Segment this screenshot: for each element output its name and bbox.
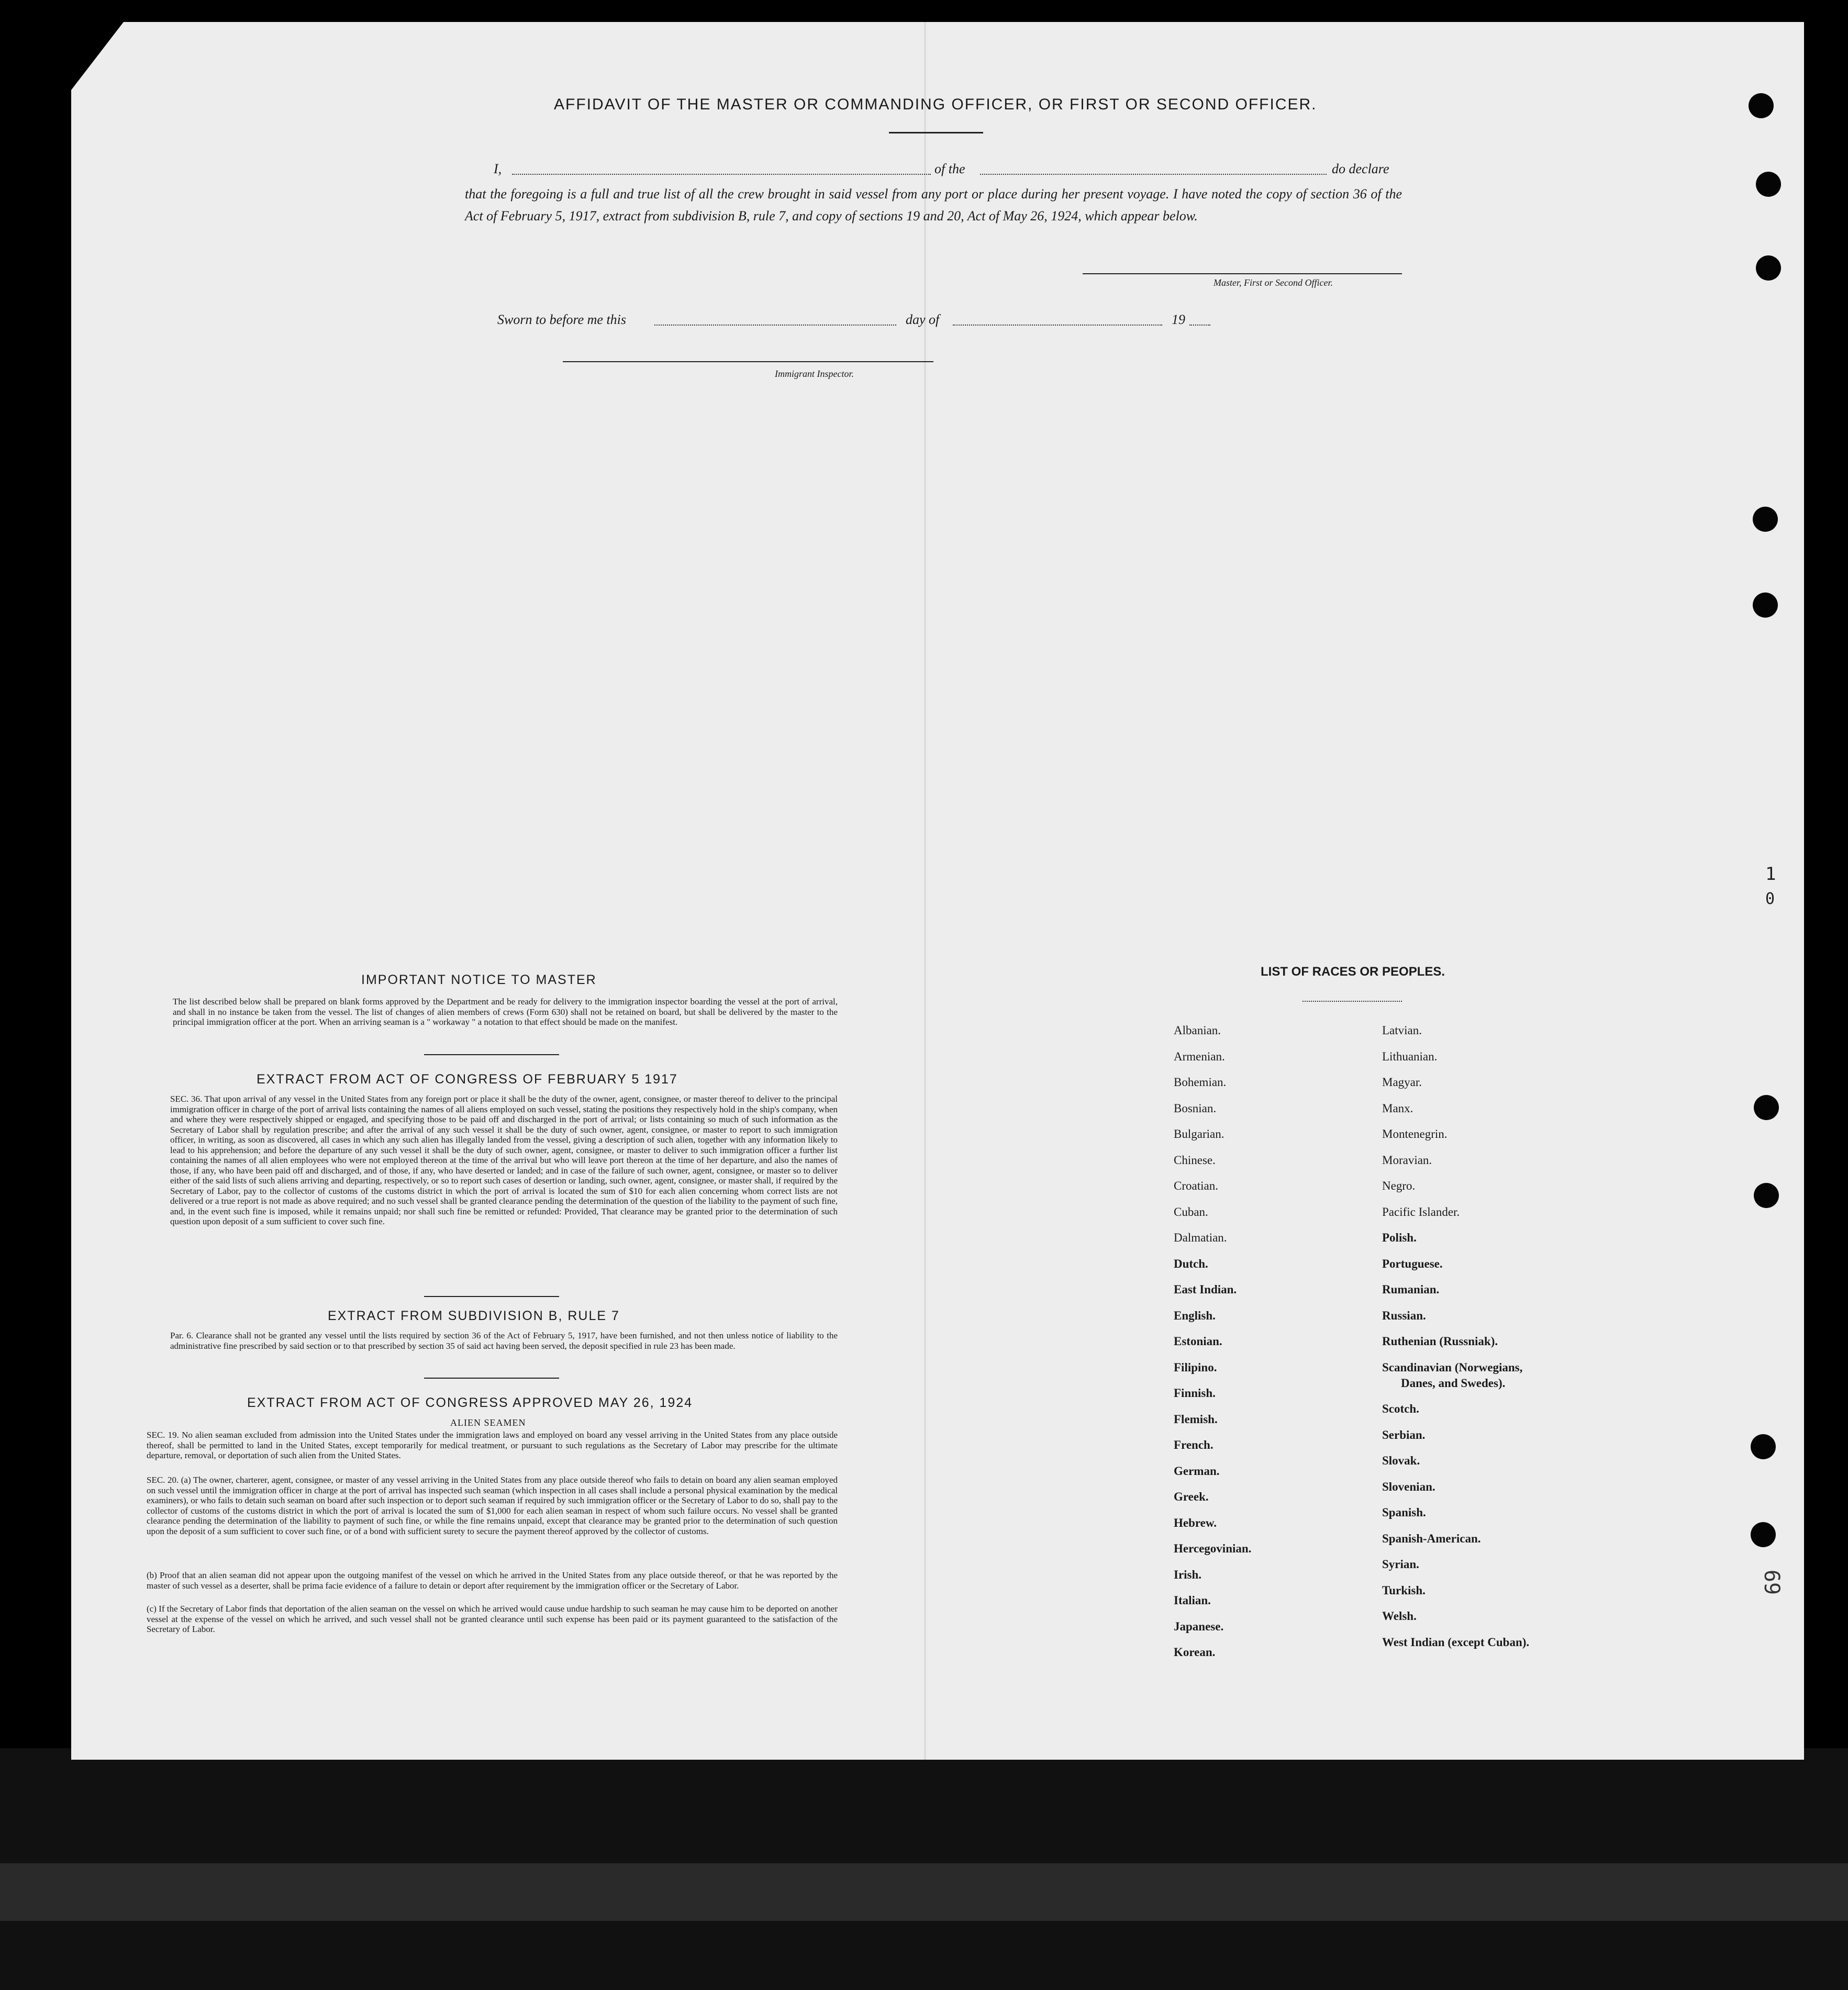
race-item-left: English. (1174, 1309, 1216, 1322)
race-item-left: Cuban. (1174, 1205, 1208, 1218)
race-item-right: Moravian. (1382, 1153, 1432, 1167)
title-underline (889, 132, 983, 133)
race-item-left: Japanese. (1174, 1619, 1224, 1633)
binder-hole (1756, 255, 1781, 281)
races-divider (1302, 1001, 1402, 1002)
inspector-line (563, 361, 933, 362)
edge-mark: 69 (1760, 1569, 1784, 1595)
sworn-year-blank (1189, 325, 1210, 326)
race-item-right: Pacific Islander. (1382, 1205, 1460, 1218)
declaration-do-declare: do declare (1332, 161, 1389, 176)
race-item-right: Spanish-American. (1382, 1531, 1481, 1545)
edge-mark: 0 (1765, 890, 1775, 908)
sworn-prefix: Sworn to before me this (497, 312, 627, 327)
race-item-right: Russian. (1382, 1309, 1426, 1322)
race-item-right: Montenegrin. (1382, 1127, 1448, 1141)
race-item-left: East Indian. (1174, 1283, 1237, 1296)
race-item-right: Syrian. (1382, 1558, 1419, 1571)
scan-film-strip (0, 1863, 1848, 1921)
binder-hole (1754, 1095, 1779, 1120)
vessel-blank-line (980, 174, 1327, 175)
race-item-left: Finnish. (1174, 1387, 1216, 1400)
binder-hole (1749, 93, 1774, 118)
race-item-right: Manx. (1382, 1101, 1413, 1115)
notice-text: The list described below shall be prepared on blank forms approved by the Department and be ready for delivery to the immigration inspector boarding the vessel at the port of arrival, and shall in no instance be taken from the vessel. The list of changes of alien members of crews (Form 630) shall not be retained on board, but shall be delivered by the master to the principal immigration officer at the port. When an arriving seaman is a " workaway " a notation to that effect should be made on the manifest. (173, 997, 838, 1027)
race-item-right: Serbian. (1382, 1428, 1426, 1441)
binder-hole (1751, 1434, 1776, 1459)
section-divider (424, 1054, 559, 1055)
extract-1917-heading: EXTRACT FROM ACT OF CONGRESS OF FEBRUARY 5 1917 (257, 1072, 678, 1087)
race-item-left: Dutch. (1174, 1257, 1208, 1270)
name-blank-line (512, 174, 931, 175)
binder-hole (1753, 592, 1778, 618)
sec-19-text: SEC. 19. No alien seaman excluded from admission into the United States under the immigration laws and employed on board any vessel arriving in the United States from any place outside thereof, shall be permitted to land in the United States, except temporarily for medical treatment, or pursuant to such regulations as the Secretary of Labor may prescribe for the ultimate departure, removal, or deportation of such alien from the United States. (147, 1430, 838, 1460)
extract-1924-heading: EXTRACT FROM ACT OF CONGRESS APPROVED MAY 26, 1924 (247, 1395, 693, 1410)
race-item-left: Irish. (1174, 1568, 1202, 1581)
page-crease (924, 22, 926, 1760)
race-item-right: Ruthenian (Russniak). (1382, 1335, 1498, 1348)
race-item-right: Scandinavian (Norwegians, (1382, 1360, 1523, 1374)
race-item-right: Portuguese. (1382, 1257, 1443, 1270)
race-item-right: Welsh. (1382, 1609, 1417, 1623)
sworn-month-blank (953, 325, 1162, 326)
race-item-right: West Indian (except Cuban). (1382, 1635, 1530, 1649)
race-item-right: Scotch. (1382, 1402, 1419, 1415)
race-item-left: Estonian. (1174, 1335, 1222, 1348)
race-item-right: Rumanian. (1382, 1283, 1440, 1296)
race-item-left: Hebrew. (1174, 1516, 1217, 1529)
race-item-right: Polish. (1382, 1231, 1417, 1244)
race-item-right: Negro. (1382, 1179, 1416, 1192)
race-item-left: Bohemian. (1174, 1076, 1227, 1089)
signature-line (1083, 273, 1402, 274)
binder-hole (1751, 1522, 1776, 1547)
section-divider (424, 1296, 559, 1297)
sworn-day-blank (654, 325, 896, 326)
race-item-left: Dalmatian. (1174, 1231, 1227, 1244)
race-item-right: Lithuanian. (1382, 1049, 1438, 1063)
sworn-day-of: day of (906, 312, 940, 327)
declaration-of-the: of the (934, 161, 965, 176)
page-title: AFFIDAVIT OF THE MASTER OR COMMANDING OFFICER, OR FIRST OR SECOND OFFICER. (554, 96, 1317, 113)
race-item-left: Korean. (1174, 1646, 1216, 1659)
signature-label: Master, First or Second Officer. (1214, 277, 1333, 288)
binder-hole (1754, 1183, 1779, 1208)
declaration-body: that the foregoing is a full and true list of all the crew brought in said vessel from any port or place during her present voyage. I have noted the copy of section 36 of the Act of February 5, 1917, extract from subdivision B, rule 7, and copy of sections 19 and 20, Act of May 26, 1924, which appear below. (465, 186, 1402, 223)
race-item-right: Magyar. (1382, 1076, 1422, 1089)
sec-20a-text: SEC. 20. (a) The owner, charterer, agent, consignee, or master of any vessel arriving in the United States from any place outside thereof who fails to detain on board any alien seaman employed on such vessel until the immigration officer in charge at the port of arrival has inspected such seaman (which inspection in all cases shall include a personal physical examination by the medical examiners), or who fails to detain such seaman on board after such inspection or to deport such seaman if required by such immigration officer or the Secretary of Labor to do so, shall pay to the collector of customs of the customs district in which the port of arrival is located the sum of $1,000 for each alien seaman in respect of whom such failure occurs. No vessel shall be granted clearance pending the determination of the liability to payment of such fine, or while the fine remains unpaid, except that clearance may be granted prior to the determination of such question upon the deposit of a sum sufficient to cover such fine, or of a bond with sufficient surety to secure the payment thereof approved by the collector of customs. (147, 1475, 838, 1536)
extract-rule7-heading: EXTRACT FROM SUBDIVISION B, RULE 7 (328, 1309, 620, 1323)
race-item-left: Croatian. (1174, 1179, 1218, 1192)
race-item-left: French. (1174, 1438, 1214, 1451)
folded-corner (71, 22, 124, 90)
race-item-right: Latvian. (1382, 1024, 1422, 1037)
sec-20b-text: (b) Proof that an alien seaman did not appear upon the outgoing manifest of the vessel on which he arrived in the United States from any place outside thereof, or that he was reported by the master of such vessel as a deserter, shall be prima facie evidence of a failure to detain or deport after requirement by the immigration officer or the Secretary of Labor. (147, 1570, 838, 1591)
race-item-left: Hercegovinian. (1174, 1542, 1252, 1555)
binder-hole (1753, 507, 1778, 532)
race-item-left: Flemish. (1174, 1412, 1218, 1426)
extract-rule7-text: Par. 6. Clearance shall not be granted any vessel until the lists required by section 36 of the Act of February 5, 1917, have been furnished, and not then unless notice of liability to the administrative fine prescribed by said section or to that prescribed by section 35 of said act having been served, the deposit specified in rule 23 has been made. (170, 1331, 838, 1351)
inspector-label: Immigrant Inspector. (775, 368, 854, 379)
race-item-left: Chinese. (1174, 1153, 1216, 1167)
race-item-left: Bulgarian. (1174, 1127, 1224, 1141)
notice-heading: IMPORTANT NOTICE TO MASTER (361, 972, 597, 987)
race-item-left: Bosnian. (1174, 1101, 1217, 1115)
race-item-left: Greek. (1174, 1490, 1209, 1503)
race-item-right: Slovak. (1382, 1454, 1420, 1467)
race-item-left: Filipino. (1174, 1360, 1217, 1374)
binder-hole (1756, 172, 1781, 197)
declaration-i: I, (494, 161, 502, 176)
race-item-right: Slovenian. (1382, 1480, 1435, 1493)
race-item-left: Albanian. (1174, 1024, 1221, 1037)
race-item-right: Danes, and Swedes). (1401, 1376, 1506, 1390)
race-item-right: Turkish. (1382, 1583, 1426, 1597)
edge-mark: 1 (1765, 864, 1776, 885)
race-item-left: Armenian. (1174, 1049, 1225, 1063)
races-heading: LIST OF RACES OR PEOPLES. (1261, 965, 1445, 979)
race-item-left: Italian. (1174, 1594, 1211, 1607)
race-item-left: German. (1174, 1464, 1220, 1478)
sworn-year: 19 (1172, 312, 1185, 327)
alien-seamen-subheading: ALIEN SEAMEN (450, 1417, 526, 1428)
sec-20c-text: (c) If the Secretary of Labor finds that deportation of the alien seaman on the vessel on which he arrived would cause undue hardship to such seaman he may cause him to be deported on another vessel at the expense of the vessel on which he arrived, and such vessel shall not be granted clearance until such expense has been paid or its payment guaranteed to the satisfaction of the Secretary of Labor. (147, 1604, 838, 1634)
extract-1917-text: SEC. 36. That upon arrival of any vessel in the United States from any foreign port or place it shall be the duty of the owner, agent, consignee, or master thereof to deliver to the principal immigration officer in charge of the port of arrival lists containing the names of all aliens employed on such vessel, stating the positions they respectively hold in the ship's company, when and where they were respectively shipped or engaged, and specifying those to be paid off and discharged in the port of arrival; or lists containing so much of such information as the Secretary of Labor shall by regulation prescribe; and after the arrival of any such vessel it shall be the duty of such owner, agent, consignee, or master to report to such immigration officer, in writing, as soon as discovered, all cases in which any such alien has illegally landed from the vessel, giving a description of such alien, together with any information likely to lead to his apprehension; and before the departure of any such vessel it shall be the duty of such owner, agent, consignee, or master to deliver to such immigration officer a further list containing the names of all alien employees who were not employed thereon at the time of the arrival but who will leave port thereon at the time of her departure, and also the names of those, if any, who have been paid off and discharged, and of those, if any, who have deserted or landed; and in case of the failure of such owner, agent, consignee, or master so to deliver either of the said lists of such aliens arriving and departing, respectively, or so to report such cases of desertion or landing, such owner, agent, consignee, or master shall, if required by the Secretary of Labor, pay to the collector of customs of the customs district in which the port of arrival is located the sum of $10 for each alien concerning whom correct lists are not delivered or a true report is not made as above required; and no such vessel shall be granted clearance pending the determination of the question of the liability to the payment of such fine, and, in the event such fine is imposed, while it remains unpaid; nor shall such fine be remitted or refunded: Provided, That clearance may be granted prior to the determination of such question upon deposit of a sum sufficient to cover such fine. (170, 1094, 838, 1226)
section-divider (424, 1378, 559, 1379)
race-item-right: Spanish. (1382, 1506, 1426, 1519)
